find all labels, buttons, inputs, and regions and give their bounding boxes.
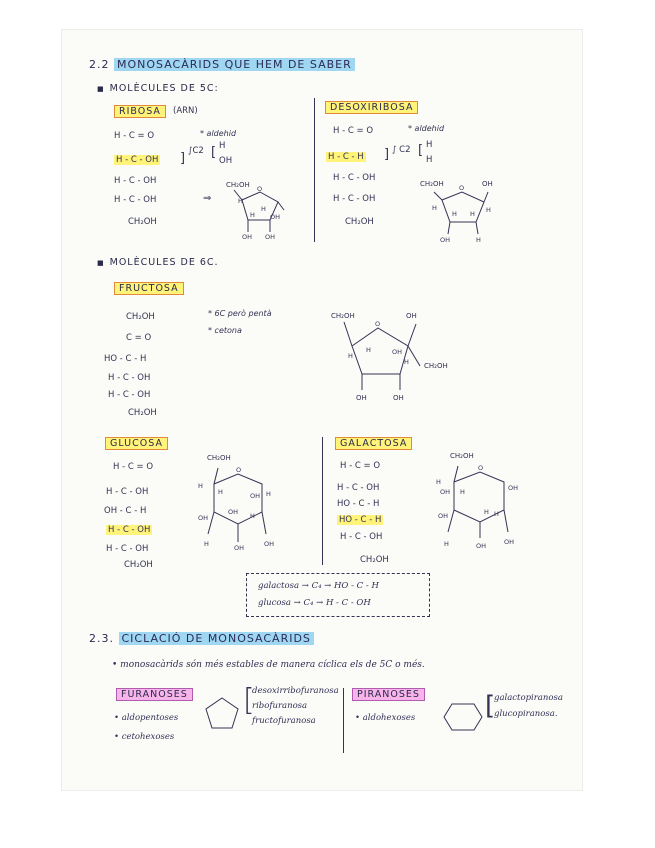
- svg-text:H: H: [266, 490, 271, 498]
- svg-text:H: H: [204, 540, 209, 548]
- ribosa-note: * aldehid: [200, 129, 237, 138]
- piranoses-item-1: galactopiranosa: [494, 693, 563, 703]
- glucosa-ring-ch2oh: CH₂OH: [207, 454, 231, 462]
- svg-text:OH: OH: [440, 488, 451, 496]
- svg-text:OH: OH: [508, 484, 519, 492]
- ribosa-c2-oh: OH: [219, 156, 233, 166]
- fructosa-ring-diagram: [330, 318, 440, 398]
- svg-text:OH: OH: [228, 508, 239, 516]
- fructosa-ring-oh3: OH: [393, 394, 404, 402]
- svg-text:H: H: [494, 510, 499, 518]
- galactosa-l5: H - C - OH: [340, 532, 383, 542]
- ribosa-bracket2: [: [211, 145, 217, 160]
- desox-l2: H - C - H: [328, 152, 364, 162]
- svg-text:H: H: [432, 204, 437, 212]
- column-divider-2: [322, 437, 323, 565]
- subheading-5c: ■ MOLÈCULES DE 5C:: [97, 83, 219, 94]
- svg-text:O: O: [375, 320, 381, 328]
- piranoses-brace: [: [485, 691, 496, 721]
- svg-text:H: H: [366, 346, 371, 354]
- desox-l5: CH₂OH: [345, 217, 374, 227]
- svg-text:H: H: [460, 488, 465, 496]
- desox-l3: H - C - OH: [333, 173, 376, 183]
- ribosa-l2: H - C - OH: [116, 155, 159, 165]
- glucosa-l2: H - C - OH: [106, 487, 149, 497]
- piranoses-item-2: glucopiranosa.: [494, 709, 558, 719]
- desox-ring-ch2oh: CH₂OH: [420, 180, 444, 188]
- fructosa-l2: C = O: [126, 333, 152, 343]
- svg-text:H: H: [484, 508, 489, 516]
- ribosa-c2: ∫C2: [188, 146, 204, 156]
- svg-text:OH: OH: [198, 514, 209, 522]
- glucosa-ring-diagram: [190, 462, 280, 552]
- svg-text:OH: OH: [438, 512, 449, 520]
- compare-row-galactosa: galactosa → C₄ → HO - C - H: [258, 581, 379, 591]
- fructosa-ring-ch2oh2: CH₂OH: [424, 362, 448, 370]
- svg-text:H: H: [486, 206, 491, 214]
- ribosa-sub: (ARN): [173, 106, 198, 116]
- glucosa-label: GLUCOSA: [105, 437, 168, 450]
- subheading-6c: ■ MOLÈCULES DE 6C.: [97, 257, 219, 268]
- ribosa-ring-ch2oh: CH₂OH: [226, 181, 250, 189]
- fructosa-ring-oh: OH: [406, 312, 417, 320]
- ribosa-l1: H - C = O: [114, 131, 155, 141]
- section-title-2-3: CICLACIÓ DE MONOSACÀRIDS: [119, 632, 314, 645]
- hexagon-icon: [442, 702, 484, 732]
- svg-text:H: H: [476, 236, 481, 244]
- section-heading-2-2: [89, 58, 355, 71]
- fructosa-l1: CH₂OH: [126, 312, 155, 322]
- desox-l4: H - C - OH: [333, 194, 376, 204]
- desox-ring-diagram: [424, 180, 504, 245]
- desox-bracket: ]: [384, 147, 390, 162]
- svg-text:H: H: [436, 478, 441, 486]
- piranoses-bullet-1: • aldohexoses: [355, 713, 416, 723]
- fructosa-ring-ch2oh: CH₂OH: [331, 312, 355, 320]
- glucosa-l5: H - C - OH: [106, 544, 149, 554]
- svg-text:H: H: [470, 210, 475, 218]
- svg-text:O: O: [478, 464, 484, 472]
- ribosa-l5: CH₂OH: [128, 217, 157, 227]
- glucosa-l4: H - C - OH: [108, 525, 151, 535]
- fructosa-l5: H - C - OH: [108, 390, 151, 400]
- desoxiribosa-label: DESOXIRIBOSA: [325, 101, 418, 114]
- furanoses-brace: [: [243, 683, 255, 718]
- svg-text:O: O: [236, 466, 242, 474]
- galactosa-l2: H - C - OH: [337, 483, 380, 493]
- desox-note: * aldehid: [408, 124, 445, 133]
- galactosa-ring-ch2oh: CH₂OH: [450, 452, 474, 460]
- desox-ring-oh: OH: [482, 180, 493, 188]
- comparison-box: [246, 573, 430, 617]
- galactosa-l4: HO - C - H: [339, 515, 382, 525]
- svg-text:H: H: [198, 482, 203, 490]
- desox-l1: H - C = O: [333, 126, 374, 136]
- cyclization-sentence: • monosacàrids són més estables de manera cíclica els de 5C o més.: [112, 660, 425, 670]
- svg-text:H: H: [250, 512, 255, 520]
- ribosa-ring-h4: OH: [270, 213, 281, 221]
- section-title: MONOSACÀRIDS QUE HEM DE SABER: [114, 58, 355, 71]
- svg-text:O: O: [257, 185, 263, 193]
- svg-text:OH: OH: [234, 544, 245, 552]
- column-divider-3: [343, 688, 344, 753]
- glucosa-l1: H - C = O: [113, 462, 154, 472]
- ribosa-bracket: ]: [180, 151, 186, 166]
- svg-text:H: H: [444, 540, 449, 548]
- section-number: 2.2: [89, 58, 110, 71]
- svg-text:OH: OH: [440, 236, 451, 244]
- section-number-2-3: 2.3.: [89, 632, 114, 645]
- ribosa-ring-h2: H: [261, 205, 266, 213]
- fructosa-note1: * 6C però pentà: [208, 309, 272, 318]
- svg-text:OH: OH: [504, 538, 515, 546]
- arrow-icon: ⇒: [203, 193, 212, 204]
- ribosa-ring-h3: H: [250, 211, 255, 219]
- svg-text:H: H: [404, 358, 409, 366]
- desox-c2: ∫ C2: [392, 145, 411, 155]
- compare-row-glucosa: glucosa → C₄ → H - C - OH: [258, 598, 371, 608]
- desox-c2-h2: H: [426, 155, 433, 165]
- ribosa-l4: H - C - OH: [114, 195, 157, 205]
- glucosa-l6: CH₂OH: [124, 560, 153, 570]
- pentagon-icon: [204, 696, 240, 730]
- ribosa-l3: H - C - OH: [114, 176, 157, 186]
- desox-c2-h1: H: [426, 140, 433, 150]
- svg-text:O: O: [459, 184, 465, 192]
- galactosa-l6: CH₂OH: [360, 555, 389, 565]
- furanoses-bullet-1: • aldopentoses: [114, 713, 179, 723]
- svg-text:OH: OH: [264, 540, 275, 548]
- galactosa-ring-diagram: [430, 460, 525, 550]
- ribosa-ring-oh1: OH: [242, 233, 253, 241]
- furanoses-item-1: desoxirribofuranosa: [252, 686, 339, 696]
- furanoses-bullet-2: • cetohexoses: [114, 732, 175, 742]
- piranoses-label: PIRANOSES: [352, 688, 425, 701]
- ribosa-c2-h: H: [219, 141, 226, 151]
- galactosa-label: GALACTOSA: [335, 437, 412, 450]
- ribosa-ring-oh2: OH: [265, 233, 276, 241]
- galactosa-l1: H - C = O: [340, 461, 381, 471]
- desox-bracket2: [: [418, 143, 424, 158]
- ribosa-ring-h1: H: [238, 197, 243, 205]
- furanoses-label: FURANOSES: [116, 688, 193, 701]
- ribosa-label: RIBOSA: [114, 105, 166, 118]
- section-heading-2-3: [89, 632, 314, 645]
- fructosa-l6: CH₂OH: [128, 408, 157, 418]
- fructosa-note2: * cetona: [208, 326, 242, 335]
- fructosa-ring-oh2: OH: [356, 394, 367, 402]
- svg-text:OH: OH: [392, 348, 403, 356]
- furanoses-item-2: ribofuranosa: [252, 701, 308, 711]
- svg-text:H: H: [218, 488, 223, 496]
- svg-text:H: H: [452, 210, 457, 218]
- column-divider: [314, 98, 315, 242]
- svg-text:OH: OH: [250, 492, 261, 500]
- ribosa-ring-diagram: [220, 180, 300, 245]
- furanoses-item-3: fructofuranosa: [252, 716, 316, 726]
- glucosa-l3: OH - C - H: [104, 506, 147, 516]
- svg-text:OH: OH: [476, 542, 487, 550]
- galactosa-l3: HO - C - H: [337, 499, 380, 509]
- fructosa-label: FRUCTOSA: [114, 282, 184, 295]
- fructosa-l4: H - C - OH: [108, 373, 151, 383]
- fructosa-l3: HO - C - H: [104, 354, 147, 364]
- svg-text:H: H: [348, 352, 353, 360]
